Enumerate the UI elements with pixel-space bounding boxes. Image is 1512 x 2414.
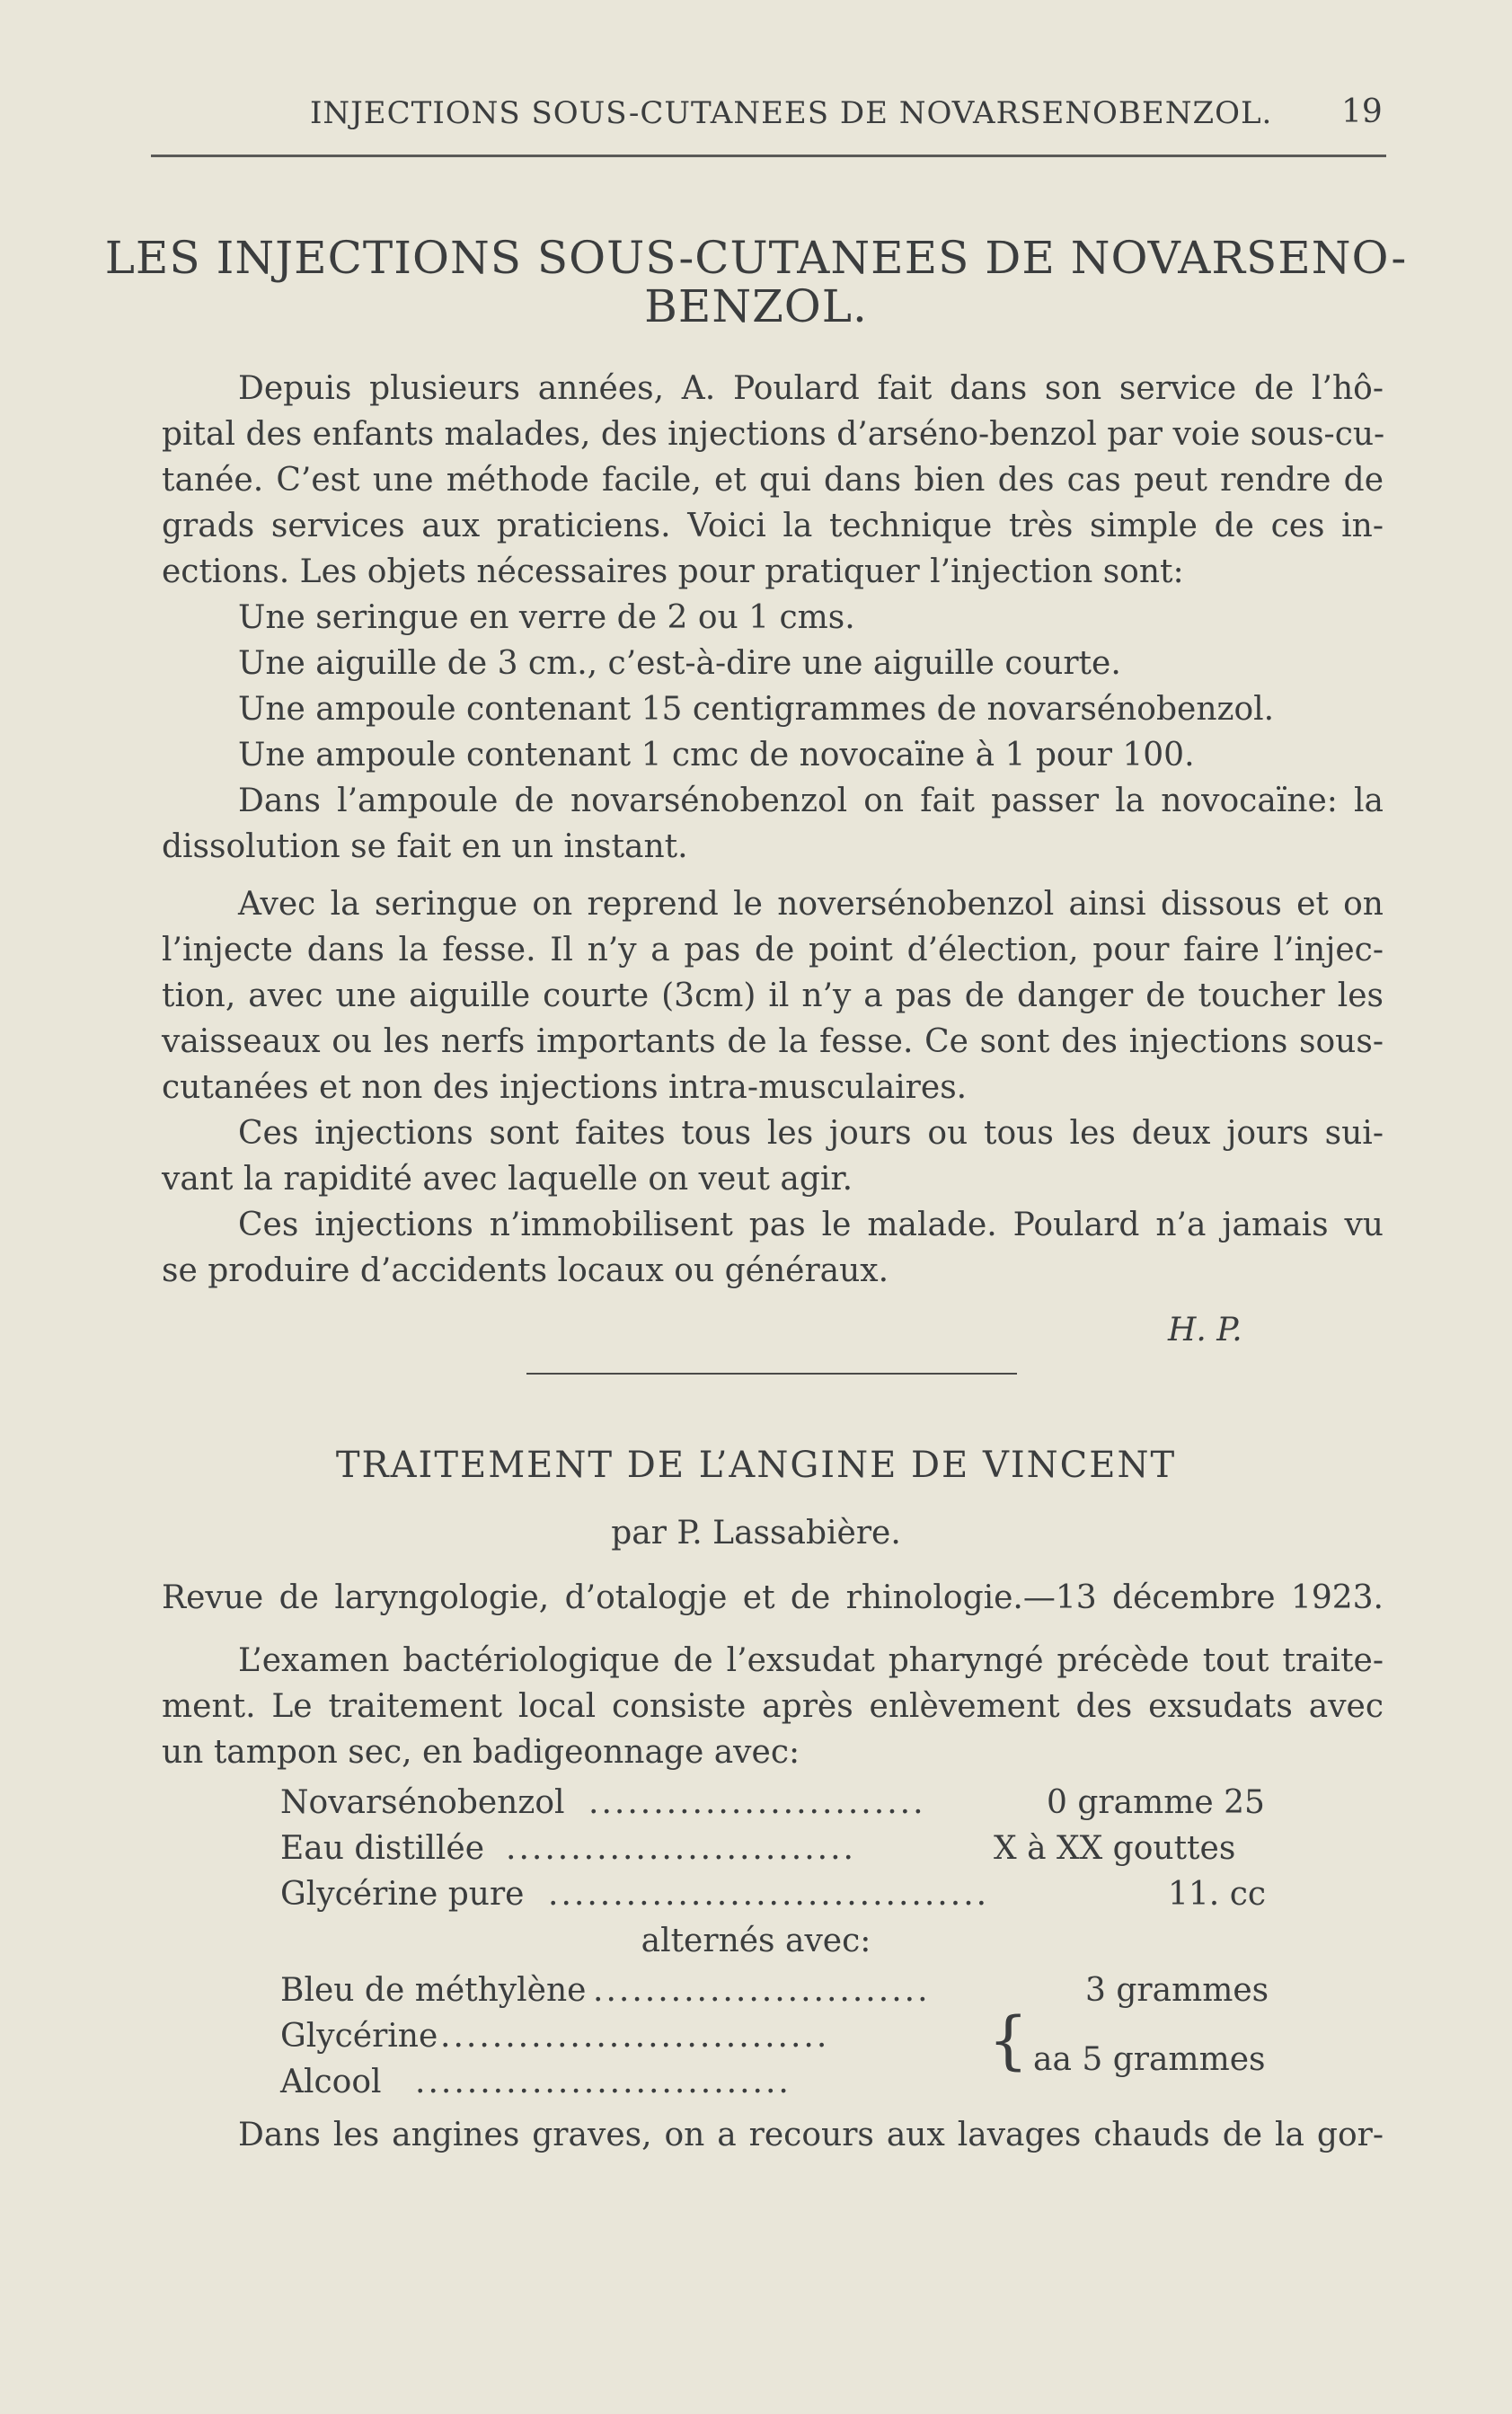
brace-symbol: { — [988, 2003, 1029, 2077]
recipe-item-name: Alcool — [280, 2064, 382, 2100]
leader-dots: ........................... — [506, 1830, 856, 1867]
leader-dots: .......................... — [588, 1784, 926, 1821]
list-item: Une seringue en verre de 2 ou 1 cms. — [238, 599, 855, 636]
recipe-item-name: Novarsénobenzol — [280, 1784, 565, 1821]
paragraph-line: ment. Le traitement local consiste après enlèvement des exsudats avec — [162, 1688, 1384, 1725]
paragraph-line: l’injecte dans la fesse. Il n’y a pas de point d’élection, pour faire l’injec- — [162, 932, 1384, 968]
recipe-item-name: Bleu de méthylène — [280, 1972, 587, 2009]
leader-dots: .............................. — [440, 2018, 830, 2055]
leader-dots: .................................. — [548, 1876, 990, 1913]
paragraph-line: un tampon sec, en badigeonnage avec: — [162, 1734, 800, 1771]
paragraph-line: grads services aux praticiens. Voici la technique très simple de ces in- — [162, 508, 1384, 544]
article2-author: par P. Lassabière. — [611, 1515, 901, 1552]
list-item: Une ampoule contenant 1 cmc de novocaïne à 1 pour 100. — [238, 737, 1195, 774]
paragraph-line: tion, avec une aiguille courte (3cm) il n’y a pas de danger de toucher les — [162, 977, 1384, 1014]
header-rule — [151, 155, 1386, 157]
paragraph-line: Avec la seringue on reprend le noversénobenzol ainsi dissous et on — [238, 886, 1384, 923]
paragraph-line: Depuis plusieurs années, A. Poulard fait dans son service de l’hô- — [238, 370, 1384, 407]
list-item: Une ampoule contenant 15 centigrammes de novarsénobenzol. — [238, 691, 1275, 728]
recipe-item-name: Glycérine — [280, 2018, 438, 2055]
paragraph-line: cutanées et non des injections intra-musculaires. — [162, 1069, 968, 1106]
recipe-item-name: Glycérine pure — [280, 1876, 525, 1913]
paragraph-line: dissolution se fait en un instant. — [162, 828, 688, 865]
running-header: INJECTIONS SOUS-CUTANEES DE NOVARSENOBENZOL. — [310, 95, 1273, 131]
recipe-item-name: Eau distillée — [280, 1830, 485, 1867]
paragraph-line: pital des enfants malades, des injections d’arséno-benzol par voie sous-cu- — [162, 416, 1385, 453]
paragraph-line: vaisseaux ou les nerfs importants de la fesse. Ce sont des injections sous- — [162, 1023, 1384, 1060]
paragraph-line: tanée. C’est une méthode facile, et qui dans bien des cas peut rendre de — [162, 462, 1384, 499]
leader-dots: .......................... — [593, 1972, 931, 2009]
recipe-item-qty: 3 grammes — [1085, 1972, 1269, 2009]
signature: H. P. — [1168, 1312, 1242, 1348]
paragraph-line: Ces injections sont faites tous les jours ou tous les deux jours sui- — [238, 1115, 1384, 1152]
alternating-label: alternés avec: — [641, 1923, 871, 1959]
paragraph-line: Dans les angines graves, on a recours aux lavages chauds de la gor- — [238, 2117, 1384, 2153]
article2-source: Revue de laryngologie, d’otalogje et de rhinologie.—13 décembre 1923. — [162, 1579, 1384, 1616]
paragraph-line: L’examen bactériologique de l’exsudat pharyngé précède tout traite- — [238, 1642, 1384, 1679]
leader-dots: ............................. — [415, 2064, 791, 2100]
recipe-item-qty: X à XX gouttes — [994, 1830, 1236, 1867]
article1-title-line1: LES INJECTIONS SOUS-CUTANEES DE NOVARSENO- — [104, 232, 1408, 284]
paragraph-line: Dans l’ampoule de novarsénobenzol on fait passer la novocaïne: la — [238, 783, 1384, 819]
recipe-item-qty: 11. cc — [1168, 1876, 1267, 1913]
list-item: Une aiguille de 3 cm., c’est-à-dire une aiguille courte. — [238, 645, 1121, 682]
article2-title: TRAITEMENT DE L’ANGINE DE VINCENT — [335, 1445, 1177, 1486]
article1-title-line2: BENZOL. — [644, 280, 868, 332]
paragraph-line: se produire d’accidents locaux ou généraux. — [162, 1252, 889, 1289]
paragraph-line: ections. Les objets nécessaires pour pratiquer l’injection sont: — [162, 553, 1184, 590]
combined-qty: aa 5 grammes — [1033, 2041, 1266, 2078]
recipe-item-qty: 0 gramme 25 — [1047, 1784, 1265, 1821]
paragraph-line: vant la rapidité avec laquelle on veut agir. — [162, 1161, 853, 1198]
paragraph-line: Ces injections n’immobilisent pas le malade. Poulard n’a jamais vu — [238, 1207, 1384, 1243]
section-divider — [526, 1373, 1017, 1375]
page-number: 19 — [1341, 93, 1383, 130]
